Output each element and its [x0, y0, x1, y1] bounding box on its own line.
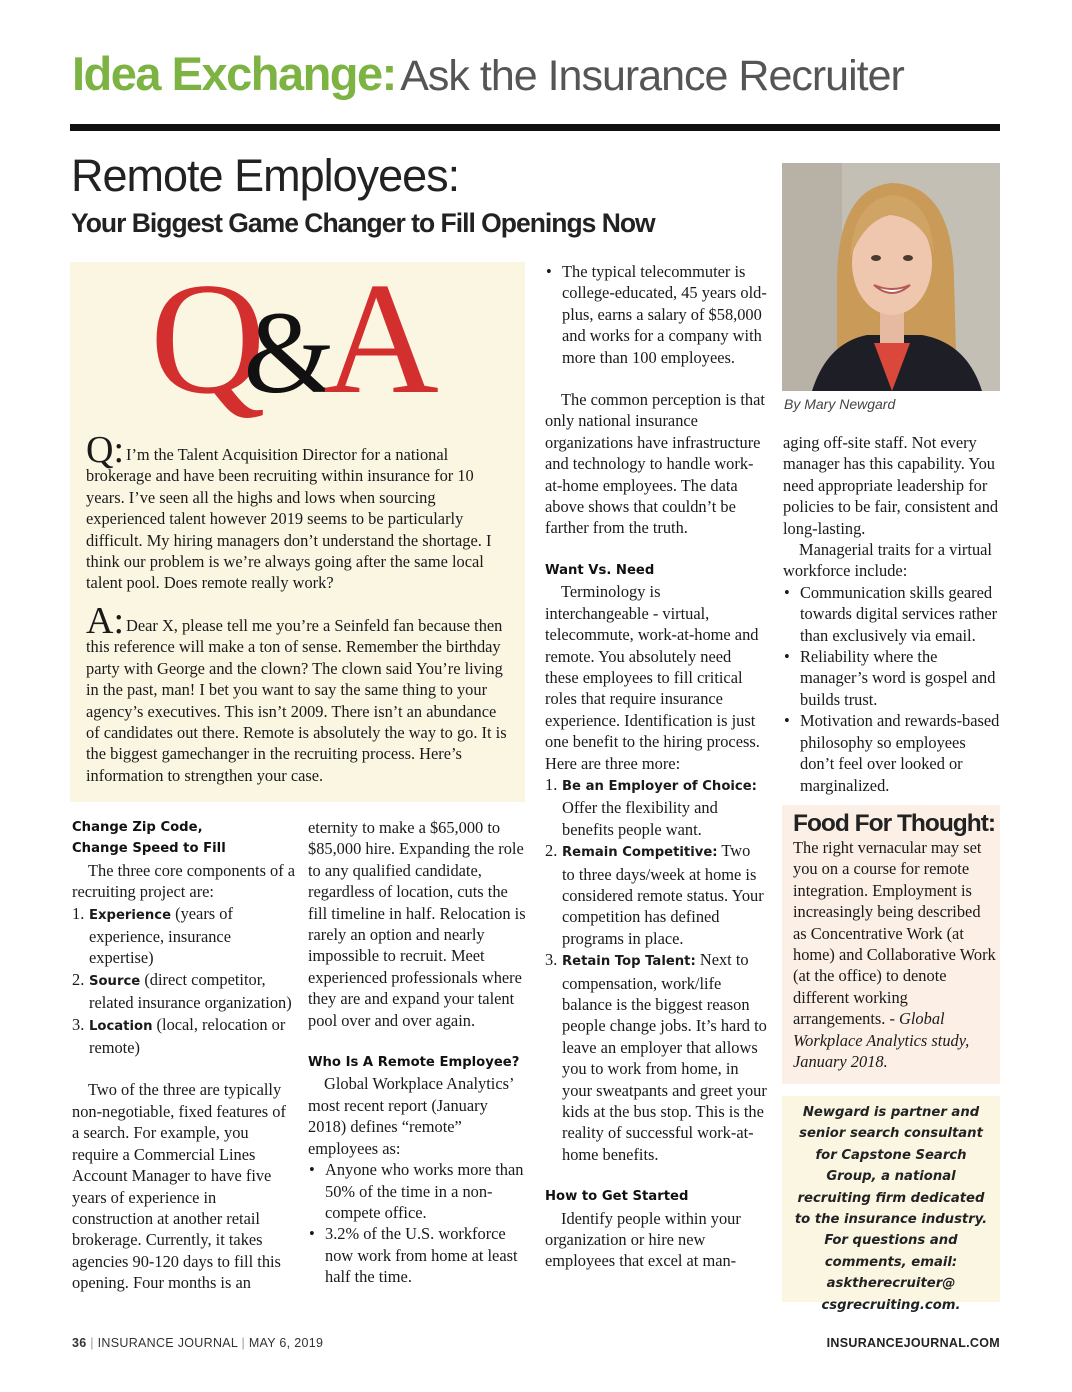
- page-footer: 36 | INSURANCE JOURNAL | MAY 6, 2019: [72, 1336, 324, 1350]
- list-item: • Reliability where the manager’s word is gospel and builds trust.: [783, 646, 1001, 710]
- question-block: [86, 429, 512, 594]
- list-item: 3. Location (local, relocation or remote): [72, 1014, 286, 1058]
- list-item: 3. Retain Top Talent: Next to compensation, work/life balance is the biggest reason people change jobs. It’s hard to leave an employer that allows you to work from home, in your sweatpants and greet your kids at the bus stop. This is the reality of successful work-at-home benefits.: [545, 950, 767, 1164]
- section-heading-get-started: How to Get Started: [545, 1189, 689, 1205]
- section-heading-want-need: Want Vs. Need: [545, 562, 655, 578]
- header-rule: [70, 124, 1000, 131]
- issue-date: MAY 6, 2019: [248, 1336, 324, 1350]
- managerial-traits-list: [783, 582, 1001, 796]
- question-text: I’m the Talent Acquisition Director for a national brokerage and have been recruiting within insurance for 10 years. I’ve seen all the highs and lows when sourcing experienced talent however 2019 seems to be particularly difficult. My hiring managers don’t understand the shortage. I think our problem is we’re always going after the same local talent pool. Does remote really work?: [86, 445, 492, 593]
- question-marker: Q:: [86, 429, 124, 471]
- col2-paragraph-2: Global Workplace Analytics’ most recent report (January 2018) defines “remote” employees as:: [308, 1074, 514, 1158]
- col1-intro: The three core components of a recruiting project are:: [72, 860, 296, 902]
- author-photo: [782, 163, 1000, 391]
- list-item: 2. Source (direct competitor, related insurance organization): [72, 969, 292, 1013]
- list-item: • Motivation and rewards-based philosophy so employees don’t feel over looked or marginalized.: [783, 710, 1001, 796]
- answer-marker: A:: [86, 600, 124, 642]
- remote-definition-list: [308, 1159, 528, 1287]
- photo-caption: By Mary Newgard: [784, 396, 896, 412]
- page-number: 36: [72, 1336, 87, 1350]
- qa-logo-a: A: [323, 249, 439, 427]
- telecommuter-list: [545, 261, 767, 368]
- column-2: [308, 817, 528, 1288]
- column-1: [72, 817, 296, 1294]
- article-title: Remote Employees:: [71, 150, 460, 201]
- col3-paragraph-3: Identify people within your organization or hire new employees that excel at man-: [545, 1208, 741, 1271]
- qa-logo: [150, 249, 470, 427]
- qa-logo-amp: &: [243, 287, 330, 418]
- list-item: 1. Be an Employer of Choice: Offer the flexibility and benefits people want.: [545, 774, 757, 839]
- col3-paragraph-2: Terminology is interchangeable - virtual, telecommute, work-at-home and remote. You absolutely need these employees to fill critical roles that require insurance experience. Identification is just one benefit to the hiring process. Here are three more:: [545, 582, 760, 773]
- section-title: Ask the Insurance Recruiter: [400, 52, 904, 100]
- section-heading-remote-employee: Who Is A Remote Employee?: [308, 1055, 520, 1071]
- sidebar-title: Food For Thought:: [793, 810, 996, 837]
- author-bio: Newgard is partner and senior search consultant for Capstone Search Group, a national recruiting firm dedicated to the insurance industry. For questions and comments, email: asktherecruiter@ csgrecruiting.com.: [794, 1105, 988, 1313]
- list-item: • Anyone who works more than 50% of the time in a non-compete office.: [308, 1159, 528, 1223]
- list-item: • 3.2% of the U.S. workforce now work from home at least half the time.: [308, 1223, 528, 1287]
- col2-paragraph-1: eternity to make a $65,000 to $85,000 hire. Expanding the role to any qualified candidate, regardless of location, cuts the fill timeline in half. Relocation is rarely an option and nearly impossible to recruit. Meet experienced professionals where they are and expand your talent pool over and over again.: [308, 818, 526, 1030]
- answer-text: Dear X, please tell me you’re a Seinfeld fan because then this reference will make a ton of sense. Remember the birthday party with George and the clown? The clown said You’re living in the past, man! I bet you want to say the same thing to your agency’s executives. This isn’t 2009. There isn’t an abundance of candidates out there. Remote is absolutely the way to go. It is the biggest gamechanger in the recruiting process. Here’s information to strengthen your case.: [86, 616, 507, 785]
- qa-logo-q: Q: [150, 249, 258, 427]
- col4-paragraph-1: aging off-site staff. Not every manager has this capability. You need appropriate leadership for policies to be fair, consistent and long-lasting.: [783, 433, 999, 538]
- col1-paragraph: Two of the three are typically non-negotiable, fixed features of a search. For example, you require a Commercial Lines Account Manager to have five years of experience in construction at another retail brokerage. Currently, it takes agencies 90-120 days to fill this opening. Four months is an: [72, 1080, 286, 1293]
- article-subtitle: Your Biggest Game Changer to Fill Openings Now: [71, 208, 655, 238]
- publication-name: INSURANCE JOURNAL: [97, 1336, 238, 1350]
- column-3: [545, 261, 767, 1272]
- list-item: • Communication skills geared towards digital services rather than exclusively via email.: [783, 582, 1001, 646]
- section-heading-zip-2: Change Speed to Fill: [72, 841, 226, 857]
- sidebar-body: The right vernacular may set you on a course for remote integration. Employment is increasingly being described as Concentrative Work (at home) and Collaborative Work (at the office) to denote different working arrangements. - Global Workplace Analytics study, January 2018.: [793, 838, 996, 1072]
- list-item: 2. Remain Competitive: Two to three days/week at home is considered remote status. Your competition has defined programs in place.: [545, 841, 764, 948]
- col3-paragraph-1: The common perception is that only national insurance organizations have infrastructure and technology to handle work-at-home employees. The data above shows that couldn’t be farther from the truth.: [545, 390, 765, 538]
- brand-title: Idea Exchange:: [72, 47, 396, 100]
- section-header: [72, 46, 1002, 108]
- benefits-list: [545, 774, 767, 1165]
- list-item: 1. Experience (years of experience, insurance expertise): [72, 903, 233, 968]
- answer-block: [86, 600, 512, 786]
- column-4: [783, 432, 1001, 796]
- core-components-list: [72, 903, 296, 1059]
- sidebar-citation: - Global Workplace Analytics study, January 2018.: [793, 1009, 970, 1072]
- portrait-illustration: [782, 163, 1000, 391]
- section-heading-zip-1: Change Zip Code,: [72, 820, 203, 835]
- website-link[interactable]: INSURANCEJOURNAL.COM: [826, 1336, 1000, 1350]
- col4-paragraph-2: Managerial traits for a virtual workforce include:: [783, 540, 992, 581]
- list-item: • The typical telecommuter is college-educated, 45 years old-plus, earns a salary of $58,000 and works for a company with more than 100 employees.: [545, 261, 767, 368]
